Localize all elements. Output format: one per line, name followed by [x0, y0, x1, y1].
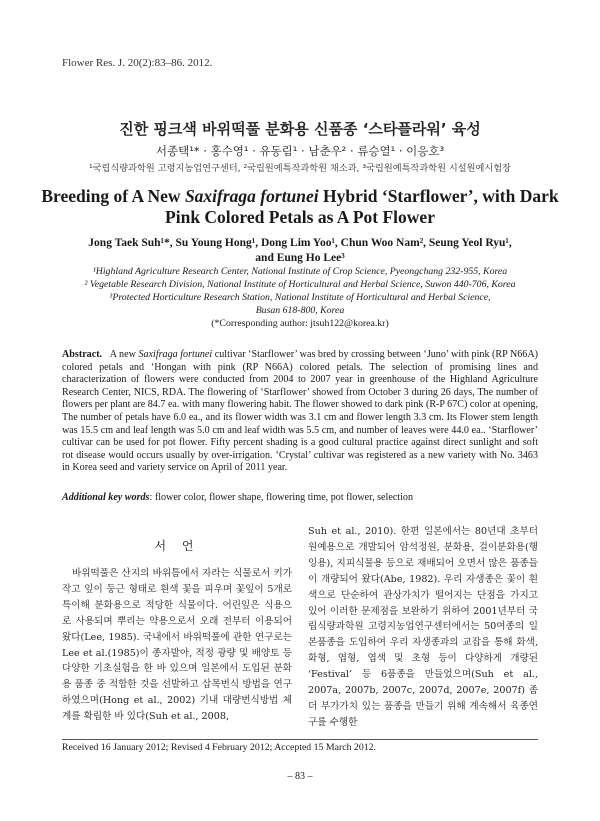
korean-authors: 서종택¹* · 홍수영¹ · 유동림¹ · 남춘우² · 류승열¹ · 이응호³ [155, 144, 445, 158]
english-title-pre: Breeding of A New [41, 186, 185, 206]
english-title-species: Saxifraga fortunei [184, 186, 319, 206]
section-heading-introduction: 서 언 [154, 539, 200, 553]
right-column-text: Suh et al., 2010). 한편 일본에서는 80년대 초부터 원예용으로 개발되어 암석정원, 분화용, 걸이분화용(행잉용), 지피식물용 등으로 재배되어 오면서 많은 품종들이 개량되어 왔다(Abe, 1982). 우리 자생종은 꽃이 흰색으로 단순하여 관상가치가 떨어지는 단점을 가지고 있어 이러한 문제점을 보완하기 위하여 2001년부터 국립식량과학원 고령지농업연구센터에서는 50여종의 일본품종을 도입하여 우리 자생종과의 교잡을 통해 화색, 화형, 엽형, 엽색 및 초형 등이 다양하게 개량된 ‘Festival’ 등 6품종을 만들었으며(Suh et al., 2007a, 2007b, 2007c, 2007d, 2007e, 2007f) 좀더 부가가치 있는 품종을 만들기 위해 계속해서 육종연구를 수행한 [308, 526, 538, 728]
abstract [62, 349, 538, 475]
abstract-text: cultivar ‘Starflower’ was bred by crossing between ‘Juno’ with pink (RP N66A) colored petals and ‘Hongan with pink (RP N66A) colored petals. The selection of promising lines and characterization of flowers were conducted from 2004 to 2007 year in greenhouse of the Highland Agriculture Research Center, NICS, RDA. The flowering of ‘Starflower’ showed from October 3 during 26 days, The number of flowers per plant are 84.7 ea. with many flowering habit. The flower showed to dark pink (R-P 67C) color at opening, The number of petals have 6.0 ea., and its flower width was 3.1 cm and flower length 3.3 cm. Its Flower stem length was 15.5 cm and leaf length was 5.0 cm and leaf width was 5.5 cm, and number of leaves were 44.0 ea.. ‘Starflower’ cultivar can be used for pot flower. Fifty percent shading is a good cultural practice against direct sunlight and soft rot disease would occurs usually by over-irrigation. ‘Crystal’ cultivar was registered as a new variety with No. 3463 in Korea seed and variety service on April of 2011 year. [62, 349, 538, 474]
affiliation-2: ² Vegetable Research Division, National Institute of Horticultural and Herbal Science, Suwon 440-706, Korea [84, 279, 516, 290]
affiliation-1: ¹Highland Agriculture Research Center, National Institute of Crop Science, Pyeongchang 232-955, Korea [92, 266, 508, 277]
journal-citation: Flower Res. J. 20(2):83–86. 2012. [62, 57, 213, 69]
english-title-post: Hybrid ‘Starflower’, with Dark Pink Colored Petals as A Pot Flower [165, 186, 559, 227]
korean-affiliations: ¹국립식량과학원 고령지농업연구센터, ²국립원예특작과학원 채소과, ³국립원예특작과학원 시설원예시험장 [89, 163, 511, 174]
korean-title: 진한 핑크색 바위떡풀 분화용 신품종 ‘스타플라워’ 육성 [119, 120, 481, 138]
keywords-label: Additional key words [62, 492, 150, 503]
page-number: – 83 – [287, 771, 313, 782]
english-authors-line2: and Eung Ho Lee³ [255, 252, 345, 264]
keywords-text: : flower color, flower shape, flowering time, pot flower, selection [149, 492, 414, 503]
english-title [40, 186, 560, 228]
abstract-pre: A new [109, 349, 139, 360]
abstract-label: Abstract. [62, 349, 103, 360]
body-left-column [62, 566, 292, 725]
body-right-column [308, 524, 538, 731]
affiliation-3-line2: Busan 618-800, Korea [255, 304, 345, 316]
english-authors [40, 236, 560, 266]
keywords [62, 492, 538, 503]
affiliation-3-line1: ³Protected Horticulture Research Station, National Institute of Horticultural and Herbal Science, [109, 292, 491, 303]
left-column-text: 바위떡풀은 산지의 바위틈에서 자라는 식물로서 키가 작고 잎이 둥근 형태로 흰색 꽃을 피우며 꽃잎이 5개로 특이해 분화용으로 적당한 식물이다. 어린잎은 식용으로 사용되며 뿌리는 약용으로서 오래 전부터 이용되어 왔다(Lee, 1985). 국내에서 바위떡풀에 관한 연구로는 Lee et al.(1985)이 종자발아, 적정 광량 및 배양토 등 다양한 기초실험을 한 바 있으며 일본에서 도입된 분화용 품종 중 적합한 것을 선발하고 삽목번식 방법을 연구하였으며(Hong et al., 2002) 기내 대량번식방법 체계를 확립한 바 있다(Suh et al., 2008, [62, 568, 292, 723]
corresponding-author: (*Corresponding author: jtsuh122@korea.kr) [211, 318, 389, 329]
received-dates: Received 16 January 2012; Revised 4 February 2012; Accepted 15 March 2012. [62, 742, 376, 753]
english-authors-line1: Jong Taek Suh¹*, Su Young Hong¹, Dong Lim Yoo¹, Chun Woo Nam², Seung Yeol Ryu¹, [88, 237, 512, 249]
abstract-species: Saxifraga fortunei [138, 349, 213, 360]
affiliation-3 [40, 292, 560, 317]
footnote-divider [62, 739, 538, 740]
